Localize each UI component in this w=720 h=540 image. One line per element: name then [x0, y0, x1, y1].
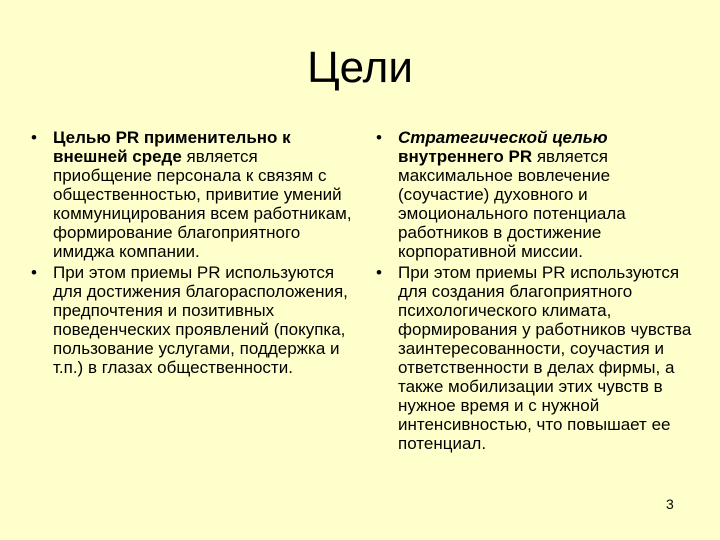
- left-column: [22, 128, 358, 379]
- item-lead-bold: Целью PR применительно к внешней среде: [53, 128, 291, 166]
- list-item: [22, 263, 358, 377]
- item-text: При этом приемы PR используются для достижения благорасположения, предпочтения и позитивных поведенческих проявлений (покупка, пользование услугами, поддержка и т.п.) в глазах общественности.: [53, 263, 348, 377]
- slide-title: Цели: [307, 43, 413, 92]
- bullet-icon: •: [31, 263, 37, 282]
- bullet-icon: •: [376, 128, 382, 147]
- list-item: [22, 128, 358, 261]
- list-item: [367, 128, 695, 261]
- page-number: 3: [666, 496, 674, 512]
- bullet-icon: •: [376, 263, 382, 282]
- list-item: [367, 263, 695, 453]
- bullet-icon: •: [31, 128, 37, 147]
- item-lead-bold-italic: Стратегической целью: [398, 128, 608, 147]
- item-text: является приобщение персонала к связям с общественностью, привитие умений коммуницирования всем работникам, формирование благоприятного имиджа компании.: [53, 147, 352, 261]
- item-lead-bold: внутреннего PR: [398, 147, 533, 166]
- right-column: [367, 128, 695, 455]
- item-text: При этом приемы PR используются для создания благоприятного психологического климата, формирования у работников чувства заинтересованности, соучастия и ответственности в делах фирмы, а также мобилизации этих чувств в нужное время и с нужной интенсивностью, что повышает ее потенциал.: [398, 263, 692, 453]
- item-text: является максимальное вовлечение (соучастие) духовного и эмоционального потенциала работников в достижение корпоративной миссии.: [398, 147, 626, 261]
